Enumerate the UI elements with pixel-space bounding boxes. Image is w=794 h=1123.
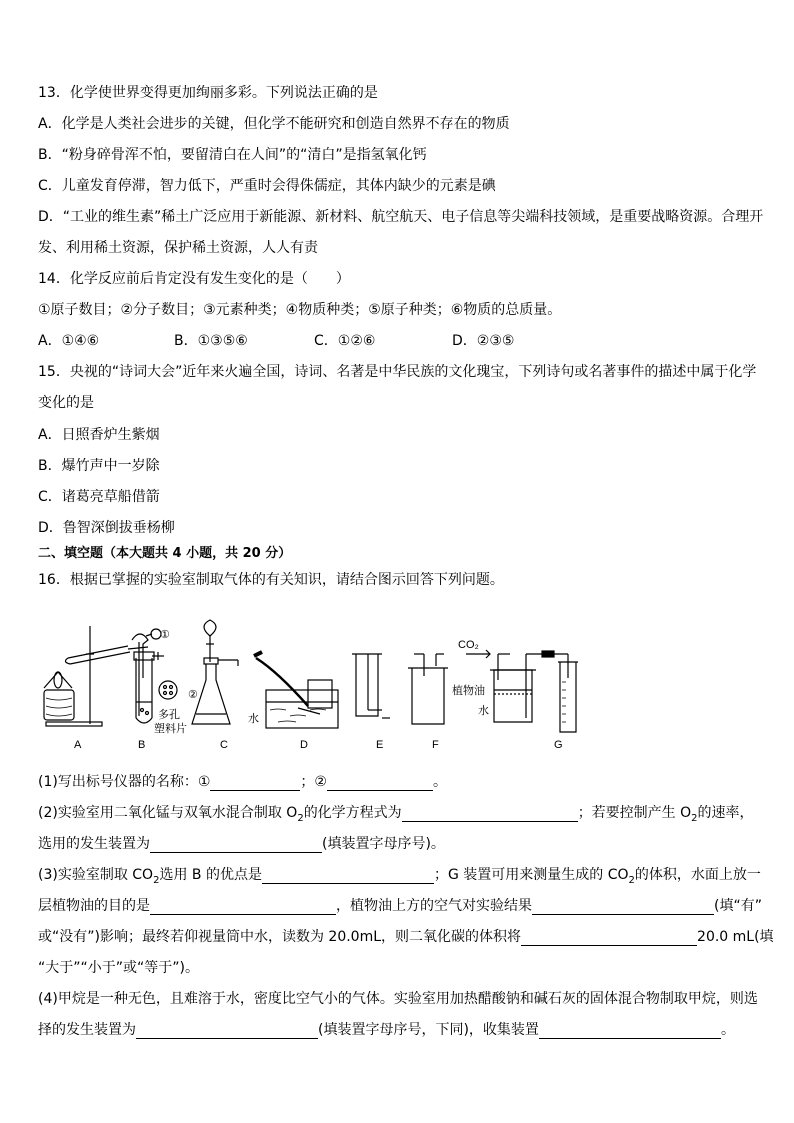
mark-2: ② [188, 689, 198, 701]
label-a: A [74, 739, 82, 751]
q16-part4-line2 [38, 1021, 735, 1039]
q14-option-a: A．①④⑥ [38, 333, 100, 349]
q15-stem-line2: 变化的是 [38, 395, 94, 411]
q15-option-d: D．鲁智深倒拔垂杨柳 [38, 520, 175, 536]
q16-p3-sub: 2 [153, 874, 160, 886]
mark-1: ① [160, 629, 170, 641]
blank-4-2[interactable] [539, 1024, 721, 1039]
apparatus-e [352, 654, 390, 718]
q16-p2-text-a: (2)实验室用二氧化锰与双氧水混合制取 O [38, 805, 298, 821]
blank-4-1[interactable] [136, 1024, 318, 1039]
label-e: E [376, 739, 384, 751]
q13-option-b: B．“粉身碎骨浑不怕，要留清白在人间”的“清白”是指氢氧化钙 [38, 147, 427, 163]
water-label: 水 [248, 713, 259, 725]
q16-part3-line3 [38, 928, 774, 946]
q14-option-c: C．①②⑥ [314, 333, 376, 349]
q16-p4-text-b: 择的发生装置为 [38, 1022, 136, 1038]
blank-2-1[interactable] [402, 807, 578, 822]
oil-label: 植物油 [452, 685, 485, 697]
q16-p3-text-d: 的体积，水面上放一 [634, 867, 761, 883]
q16-p2-text-f: (填装置字母序号)。 [322, 836, 445, 852]
water2-label: 水 [478, 705, 489, 717]
q16-p2-text-d: 的速率， [697, 805, 754, 821]
co2-label: CO₂ [458, 639, 479, 651]
q16-p2-sub2: 2 [691, 812, 698, 824]
q16-part3-line2 [38, 897, 762, 915]
q15-option-a: A．日照香炉生紫烟 [38, 427, 160, 443]
q15-option-c: C．诸葛亮草船借箭 [38, 489, 160, 505]
q16-part4-line1: (4)甲烷是一种无色，且难溶于水，密度比空气小的气体。实验室用加热醋酸钠和碱石灰的固体混合物制取甲烷，则选 [38, 991, 758, 1007]
q16-part2-line1 [38, 804, 754, 822]
q16-p1-text-a: (1)写出标号仪器的名称：① [38, 774, 211, 790]
label-g: G [554, 739, 563, 751]
q15-stem-line1: 15．央视的“诗词大会”近年来火遍全国，诗词、名著是中华民族的文化瑰宝，下列诗句或名著事件的描述中属于化学 [38, 364, 757, 380]
q13-option-d-line1: D．“工业的维生素”稀土广泛应用于新能源、新材料、航空航天、电子信息等尖端科技领域，是重要战略资源。合理开 [38, 209, 764, 225]
q13-option-c: C．儿童发育停滞，智力低下，严重时会得侏儒症，其体内缺少的元素是碘 [38, 178, 496, 194]
q14-option-d: D．②③⑤ [452, 333, 515, 349]
q16-part3-line1 [38, 866, 761, 884]
q16-p2-text-b: 的化学方程式为 [303, 805, 402, 821]
q13-stem: 13．化学使世界变得更加绚丽多彩。下列说法正确的是 [38, 85, 378, 101]
q16-p4-text-d: 。 [720, 1022, 735, 1038]
q13-option-d-line2: 发、利用稀土资源，保护稀土资源，人人有责 [38, 240, 318, 256]
q13-option-a: A．化学是人类社会进步的关键，但化学不能研究和创造自然界不存在的物质 [38, 116, 510, 132]
q16-p3-text-e: 层植物油的目的是 [38, 898, 150, 914]
q16-part1 [38, 773, 447, 791]
label-d: D [300, 739, 308, 751]
blank-3-1[interactable] [262, 869, 434, 884]
q16-p2-text-c: ；若要控制产生 O [577, 805, 692, 821]
q16-p2-sub: 2 [297, 812, 304, 824]
q16-p3-text-c: ；G 装置可用来测量生成的 CO [433, 867, 629, 883]
label-c: C [220, 739, 228, 751]
q16-p3-text-a: (3)实验室制取 CO [38, 867, 154, 883]
apparatus-figure [38, 618, 578, 758]
apparatus-f [408, 654, 448, 724]
q16-p2-text-e: 选用的发生装置为 [38, 836, 150, 852]
q14-stem: 14．化学反应前后肯定没有发生变化的是（ ） [38, 271, 350, 287]
apparatus-c [192, 620, 238, 724]
q16-p3-text-b: 选用 B 的优点是 [159, 867, 262, 883]
q15-option-b: B．爆竹声中一岁除 [38, 458, 160, 474]
q16-p1-text-c: 。 [432, 774, 447, 790]
q16-p4-text-c: (填装置字母序号，下同)，收集装置 [318, 1022, 539, 1038]
q14-options [38, 332, 514, 350]
q16-p3-text-h: 或“没有”)影响；最终若仰视量筒中水，读数为 20.0mL，则二氧化碳的体积将 [38, 929, 522, 945]
blank-2-2[interactable] [150, 838, 322, 853]
q16-p1-text-b: ；② [300, 774, 327, 790]
apparatus-a [44, 626, 148, 726]
blank-1-1[interactable] [210, 776, 300, 791]
section-heading: 二、填空题（本大题共 4 小题，共 20 分） [38, 546, 292, 561]
q14-option-b: B．①③⑤⑥ [174, 333, 248, 349]
blank-3-4[interactable] [521, 931, 697, 946]
blank-3-3[interactable] [532, 900, 714, 915]
q16-part3-line4: “大于”“小于”或“等于”)。 [38, 960, 199, 976]
porous-label-1: 多孔 [158, 709, 180, 721]
q16-part2-line2 [38, 835, 445, 853]
porous-label-2: 塑料片 [154, 723, 187, 735]
q16-p3-text-g: (填“有” [714, 898, 762, 914]
q14-items: ①原子数目；②分子数目；③元素种类；④物质种类；⑤原子种类；⑥物质的总质量。 [38, 302, 562, 318]
blank-3-2[interactable] [150, 900, 336, 915]
blank-1-2[interactable] [327, 776, 433, 791]
apparatus-d [254, 652, 338, 728]
q16-p3-text-i: 20.0 mL(填 [697, 929, 774, 945]
q16-p3-text-f: ，植物油上方的空气对实验结果 [336, 898, 532, 914]
q16-stem: 16．根据已掌握的实验室制取气体的有关知识，请结合图示回答下列问题。 [38, 572, 504, 588]
label-f: F [432, 739, 439, 751]
label-b: B [138, 739, 146, 751]
q16-p3-sub2: 2 [628, 874, 635, 886]
